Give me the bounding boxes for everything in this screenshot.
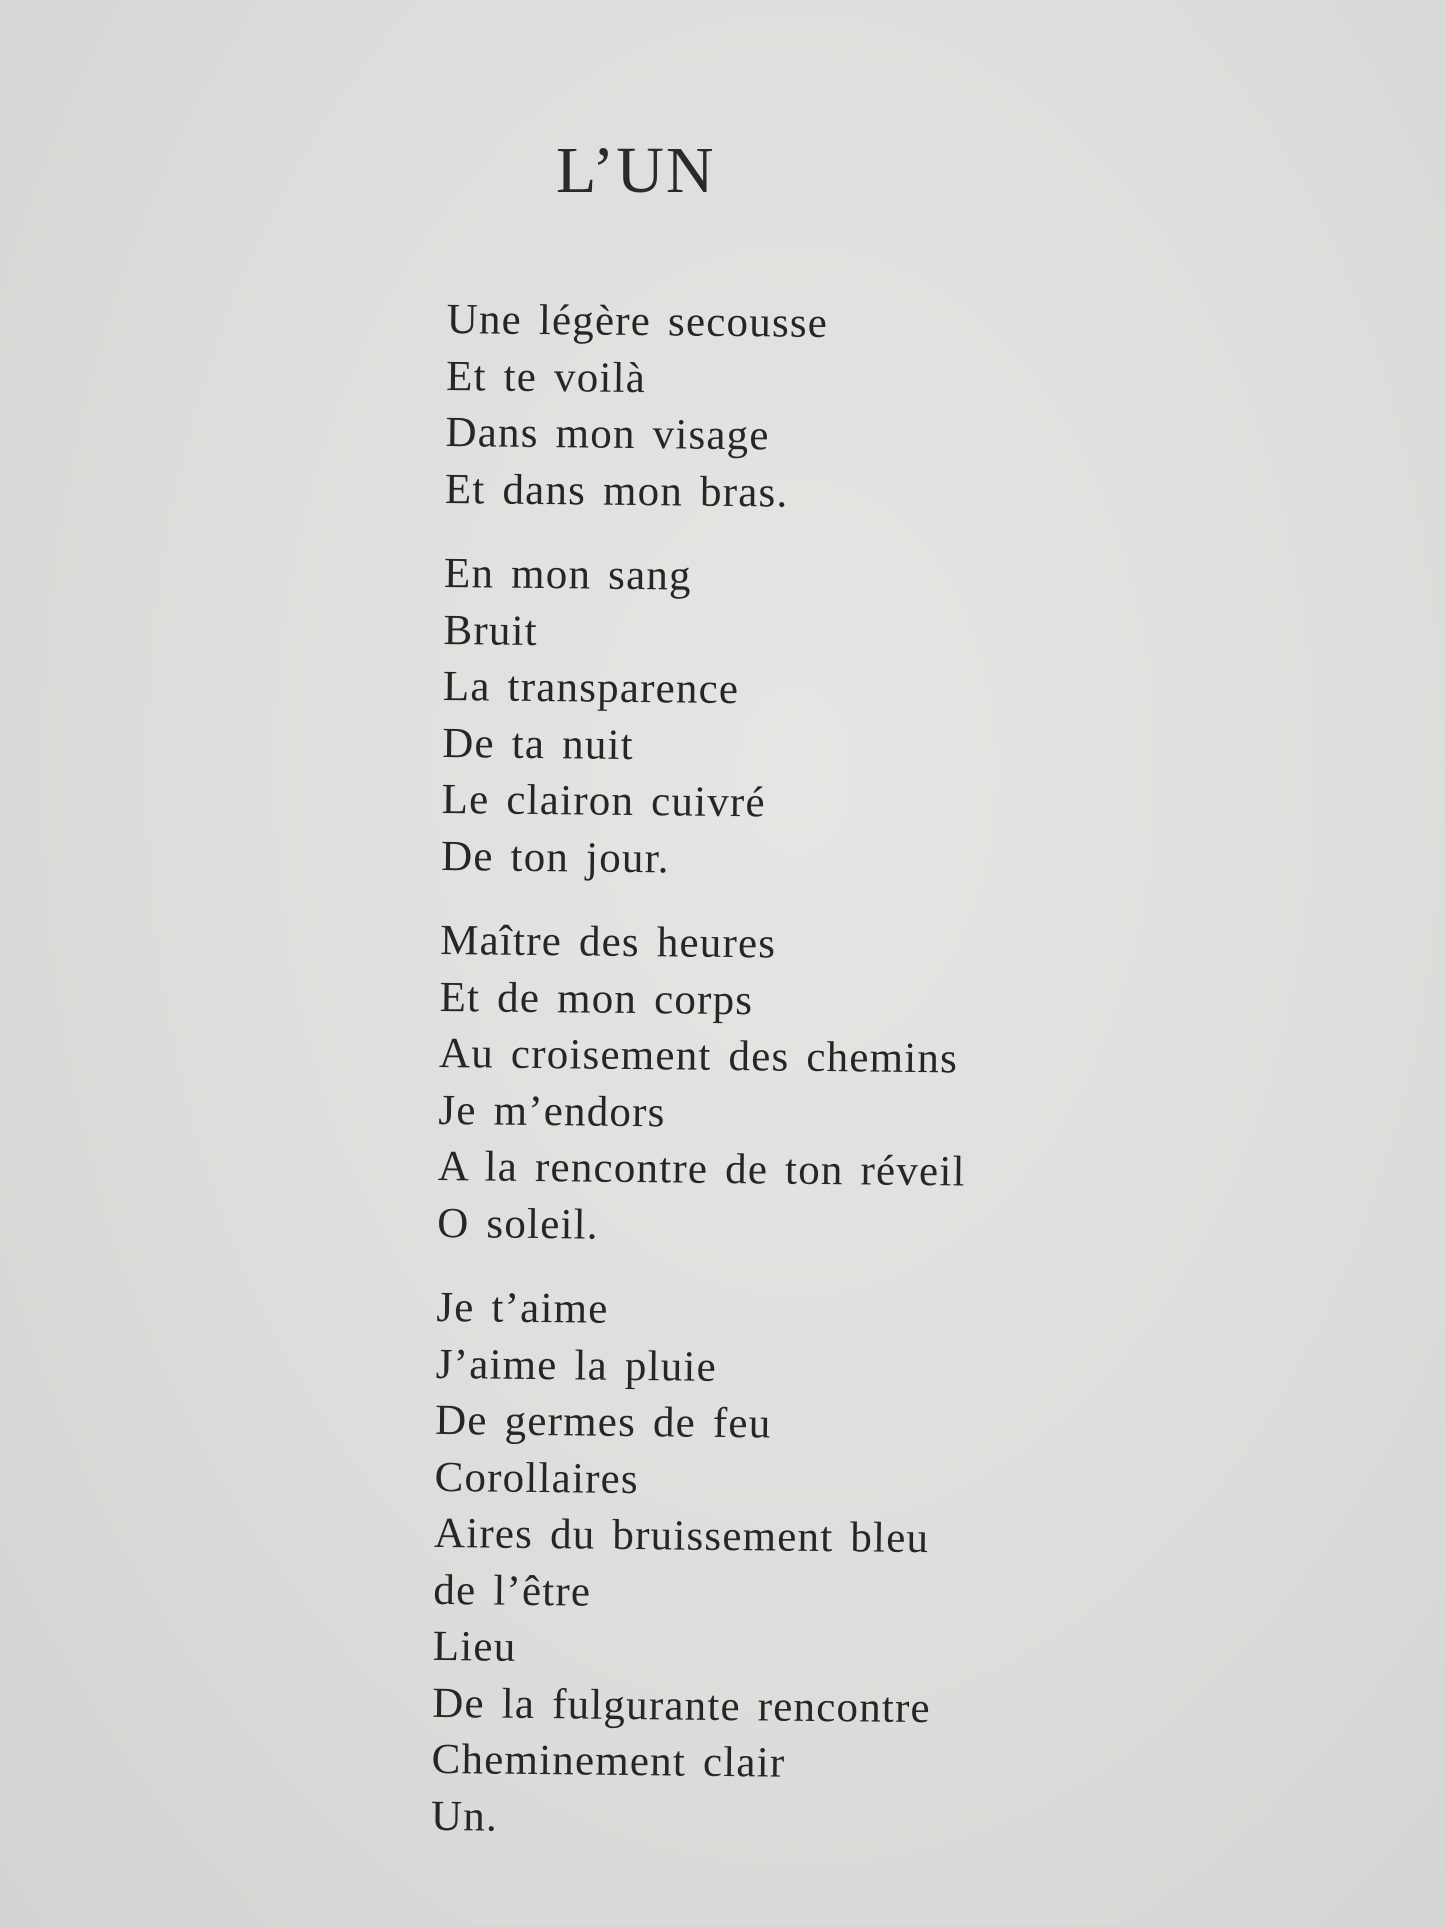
- poem-title: L’UN: [556, 134, 716, 207]
- poem-line: Aires du bruissement bleu: [433, 1509, 930, 1563]
- poem-line: A la rencontre de ton réveil: [437, 1142, 966, 1196]
- stanza-3: [437, 913, 1081, 1259]
- poem-line: Et de mon corps: [439, 973, 754, 1024]
- poem-line: J’aime la pluie: [435, 1340, 718, 1391]
- stanza-2: [441, 546, 1085, 892]
- poem-line: Un.: [430, 1792, 499, 1841]
- poem-line: de l’être: [433, 1566, 592, 1616]
- poem-line: De germes de feu: [434, 1396, 772, 1448]
- stanza-1: [445, 292, 1087, 525]
- stanza-4: [431, 1280, 1077, 1852]
- poem-line: En mon sang: [443, 549, 693, 600]
- poem-line: La transparence: [442, 662, 740, 714]
- poem-line: Bruit: [443, 606, 539, 655]
- poem-line: Une légère secousse: [446, 295, 829, 347]
- poem-line: Et te voilà: [445, 352, 647, 402]
- poem-line: O soleil.: [437, 1199, 600, 1249]
- poem-body: [430, 292, 1087, 1880]
- poem-line: De la fulgurante rencontre: [431, 1679, 932, 1732]
- poem-line: Maître des heures: [439, 916, 777, 968]
- poem-line: De ton jour.: [440, 832, 670, 882]
- poem-line: Le clairon cuivré: [441, 775, 766, 827]
- poem-line: De ta nuit: [442, 719, 635, 769]
- poem-line: Dans mon visage: [445, 408, 770, 460]
- poem-line: Corollaires: [434, 1453, 640, 1503]
- poem-line: Et dans mon bras.: [444, 465, 789, 517]
- poem-line: Lieu: [432, 1622, 517, 1671]
- poem-line: Au croisement des chemins: [438, 1029, 959, 1083]
- poem-line: Cheminement clair: [431, 1735, 786, 1787]
- poem-line: Je m’endors: [438, 1086, 666, 1136]
- poem-line: Je t’aime: [436, 1283, 609, 1333]
